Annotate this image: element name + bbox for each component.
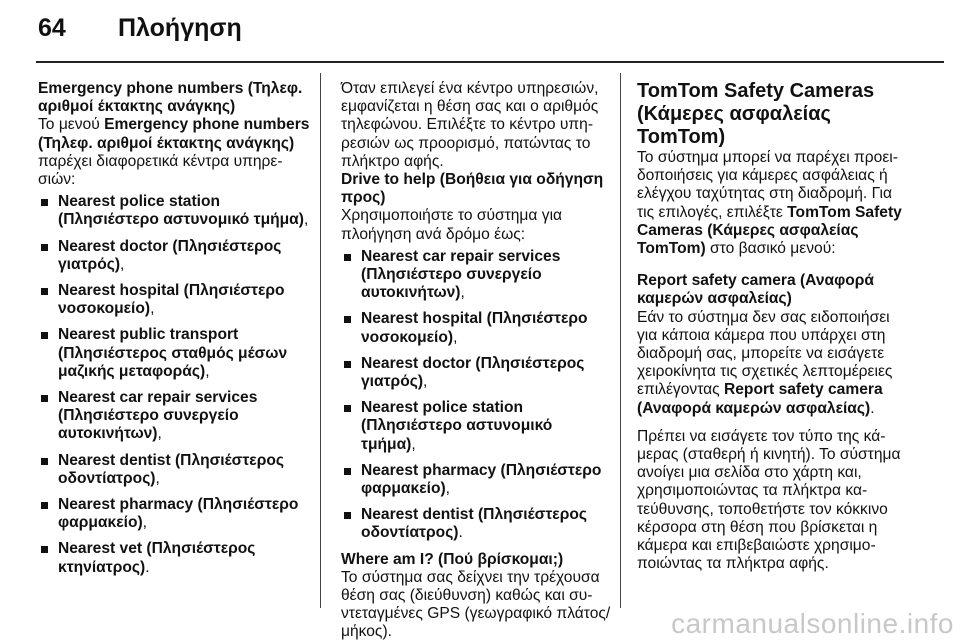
list-item [38, 282, 310, 318]
text-end: . [870, 399, 875, 417]
bullet-icon [344, 254, 351, 261]
bullet-icon [344, 361, 351, 368]
list-item [38, 238, 310, 274]
bullet-icon [41, 502, 48, 509]
report-camera-heading: Report safety camera (Αναφορά καμερών ασφαλείας) [637, 272, 874, 308]
item-label: Nearest dentist (Πλησιέστερος οδοντίατρος) [361, 506, 587, 542]
bullet-icon [41, 395, 48, 402]
list-item [341, 506, 611, 542]
column-divider-1 [320, 73, 321, 608]
service-list [38, 193, 310, 577]
list-item [38, 452, 310, 488]
item-label: Nearest doctor (Πλησιέστερος γιατρός) [58, 237, 282, 273]
service-result-text: Όταν επιλεγεί ένα κέντρο υπηρεσιών, εμφανίζεται η θέση σας και ο αριθμός τηλεφώνου. Επιλέξτε το κέντρο υπηρεσιών ως προορισμό, πατώντας το πλήκτρο αφής. [341, 80, 599, 170]
item-punct: , [205, 362, 210, 380]
report-camera-text [637, 309, 909, 418]
bullet-icon [344, 512, 351, 519]
item-label: Nearest vet (Πλησιέστερος κτηνίατρος) [58, 540, 256, 576]
intro-text: Το μενού [38, 116, 105, 134]
item-punct: . [458, 524, 463, 542]
item-punct: , [303, 211, 309, 229]
safety-cameras-heading: TomTom Safety Cameras (Κάμερες ασφαλείας TomTom) [637, 80, 875, 148]
list-item [38, 193, 310, 229]
page-header [0, 0, 960, 64]
where-am-i-text: Το σύστημα σας δείχνει την τρέχουσα θέση σας (διεύθυνση) καθώς και συντεταγμένες GPS (γεωγραφικό πλάτος/μήκος). [341, 568, 611, 641]
bullet-icon [344, 316, 351, 323]
list-item [341, 248, 611, 303]
header-rule [36, 61, 944, 63]
page-number: 64 [38, 14, 66, 42]
item-label: Nearest pharmacy (Πλησιέστερο φαρμακείο) [361, 461, 602, 498]
list-item [341, 355, 611, 391]
bullet-icon [344, 468, 351, 475]
item-punct: , [445, 480, 451, 498]
bullet-icon [41, 199, 48, 206]
item-punct: , [120, 255, 125, 273]
camera-type-text: Πρέπει να εισάγετε τον τύπο της κάμερας (σταθερή ή κινητή). Το σύστημα ανοίγει μια σελίδα στο χάρτη και, χρησιμοποιώντας τα πλήκτρα κατεύθυνσης, τοποθετήστε τον κόκκινο κέρσορα στη θέση που βρίσκεται η κάμερα και επιβεβαιώστε χρησιμοποιώντας τα πλήκτρα αφής. [637, 427, 901, 573]
item-punct: , [155, 469, 160, 487]
item-punct: , [142, 514, 148, 532]
bullet-icon [41, 288, 48, 295]
column-3 [637, 80, 909, 573]
item-label: Nearest police station (Πλησιέστερο αστυνομικό τμήμα) [58, 193, 304, 229]
page-footer [0, 606, 960, 642]
item-label: Nearest hospital (Πλησιέστερο νοσοκομείο) [361, 310, 588, 346]
item-punct: , [423, 373, 428, 391]
intro-menu-name: Emergency phone numbers (Τηλεφ. αριθμοί έκτακτης ανάγκης) [38, 116, 310, 152]
where-am-i-heading: Where am I? (Πού βρίσκομαι;) [341, 550, 564, 568]
item-punct: , [411, 435, 416, 453]
item-punct: , [157, 425, 162, 443]
drive-to-help-list [341, 248, 611, 543]
item-label: Nearest hospital (Πλησιέστερο νοσοκομείο) [58, 282, 285, 318]
intro-text-end: παρέχει διαφορετικά κέντρα υπηρεσιών: [38, 152, 283, 189]
text: Το σύστημα μπορεί να παρέχει προειδοποιήσεις για κάμερες ασφάλειας ή ελέγχου ταχύτητας στη διαδρομή. Για τις επιλογές, επιλέξτε [637, 149, 898, 221]
column-1 [38, 80, 310, 585]
list-item [341, 462, 611, 498]
item-punct: , [150, 300, 155, 318]
menu-name: TomTom Safety Cameras (Κάμερες ασφαλείας TomTom) [637, 203, 902, 258]
watermark: carmanualsonline.info [671, 608, 954, 639]
bullet-icon [41, 244, 48, 251]
list-item [38, 326, 310, 381]
item-label: Nearest doctor (Πλησιέστερος γιατρός) [361, 354, 585, 391]
section-heading: Emergency phone numbers (Τηλεφ. αριθμοί έκτακτης ανάγκης) [38, 80, 303, 116]
section-intro [38, 116, 310, 189]
item-label: Nearest pharmacy (Πλησιέστερο φαρμακείο) [58, 496, 299, 532]
text: Εάν το σύστημα δεν σας ειδοποιήσει για κάποια κάμερα που υπάρχει στη διαδρομή σας, μπορείτε να εισάγετε χειροκίνητα τις σχετικές λεπτομέρειες επιλέγοντας [637, 308, 893, 399]
text-end: στο βασικό μενού: [705, 240, 836, 258]
bullet-icon [41, 332, 48, 339]
drive-to-help-text: Χρησιμοποιήστε το σύστημα για πλοήγηση ανά δρόμο έως: [341, 207, 563, 243]
list-item [38, 540, 310, 576]
item-label: Nearest car repair services (Πλησιέστερο συνεργείο αυτοκινήτων) [361, 247, 561, 302]
item-punct: , [460, 284, 465, 302]
list-item [38, 496, 310, 532]
drive-to-help-heading: Drive to help (Βοήθεια για οδήγηση προς) [341, 171, 604, 207]
list-item [341, 399, 611, 454]
column-2 [341, 80, 611, 642]
list-item [341, 310, 611, 346]
item-punct: , [453, 328, 458, 346]
bullet-icon [344, 405, 351, 412]
column-divider-2 [620, 73, 621, 608]
item-label: Nearest public transport (Πλησιέστερος σταθμός μέσων μαζικής μεταφοράς) [58, 326, 288, 380]
item-label: Nearest car repair services (Πλησιέστερο συνεργείο αυτοκινήτων) [58, 389, 258, 443]
bullet-icon [41, 546, 48, 553]
safety-cameras-text [637, 149, 909, 258]
item-label: Nearest dentist (Πλησιέστερος οδοντίατρος) [58, 451, 284, 487]
bullet-icon [41, 458, 48, 465]
page-title: Πλοήγηση [118, 14, 242, 42]
menu-name: Report safety camera (Αναφορά καμερών ασφαλείας) [637, 381, 883, 417]
list-item [38, 389, 310, 444]
item-punct: . [145, 558, 150, 576]
item-label: Nearest police station (Πλησιέστερο αστυνομικό τμήμα) [361, 399, 553, 453]
